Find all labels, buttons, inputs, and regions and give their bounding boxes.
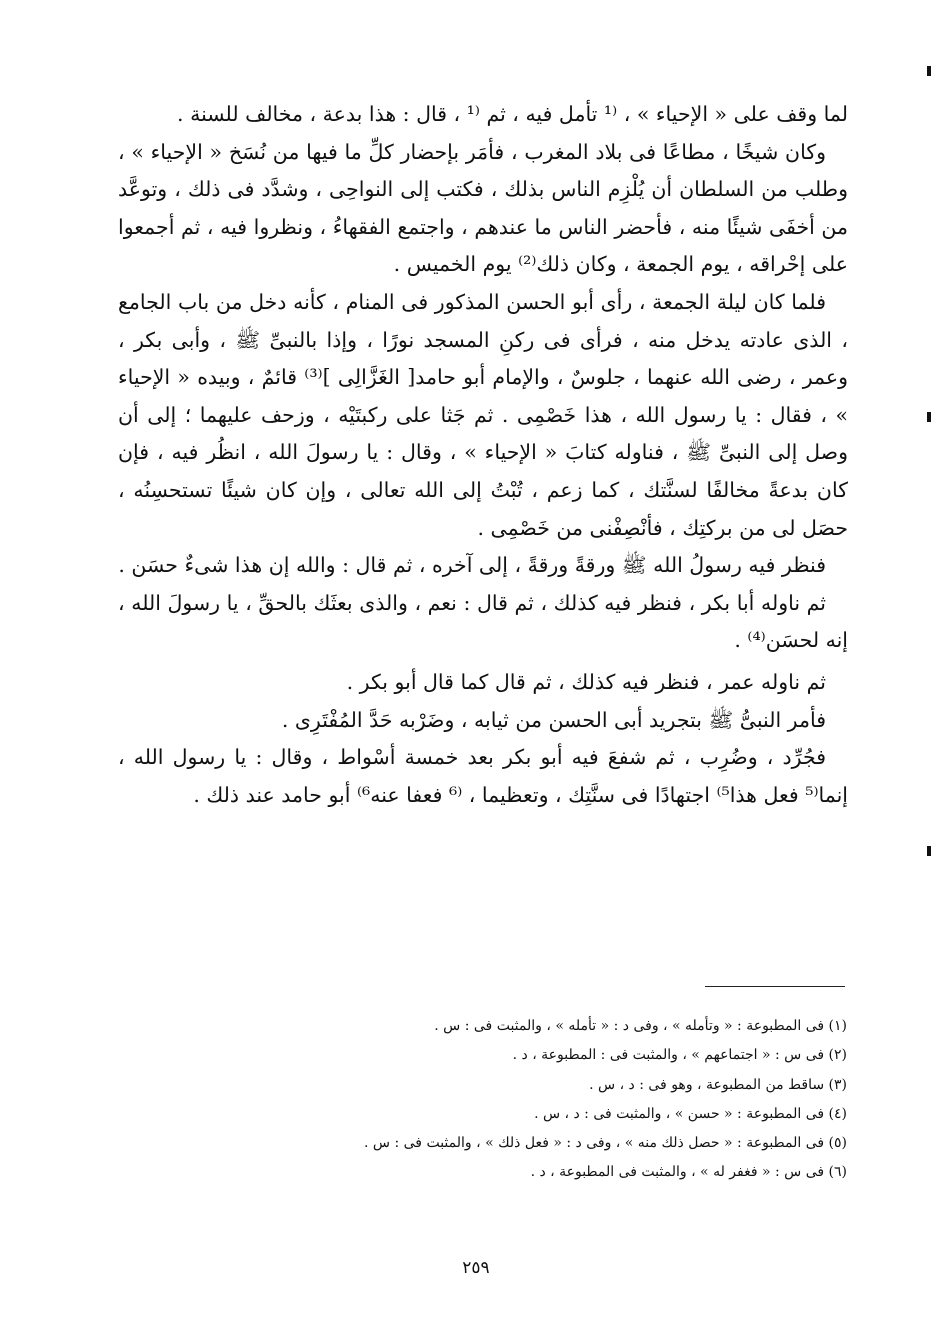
footnote-3: (٣) ساقط من المطبوعة ، وهو فى : د ، س . (589, 1076, 847, 1093)
paragraph-2: وكان شيخًا ، مطاعًا فى بلاد المغرب ، فأمَر بإحضار كلِّ ما فيها من نُسَخ « الإحياء » ، وطلب من السلطان أن يُلْزِم الناس بذلك ، فكتب إلى النواحِى ، وشدَّد فى ذلك ، وتوعَّد من أخفَى شيئًا منه ، فأحضر الناس ما عندهم ، واجتمع الفقهاءُ ، ونظروا فيه ، ثم أجمعوا على إحْراقه ، يوم الجمعة ، وكان ذلك⁽²⁾ يوم الخميس . (118, 139, 848, 277)
paragraph-6: ثم ناوله عمر ، فنظر فيه كذلك ، ثم قال كما قال أبو بكر . (346, 669, 826, 694)
footnote-6: (٦) فى س : « فغفر له » ، والمثبت فى المطبوعة ، د . (530, 1164, 847, 1181)
main-text (118, 96, 848, 814)
footnote-divider (705, 986, 845, 987)
footnote-2: (٢) فى س : « اجتماعهم » ، والمثبت فى : المطبوعة ، د . (512, 1047, 847, 1064)
paragraph-1: لما وقف على « الإحياء » ، ⁽¹ تأمل فيه ، ثم ⁽¹ ، قال : هذا بدعة ، مخالف للسنة . (177, 102, 848, 126)
footnote-4: (٤) فى المطبوعة : « حسن » ، والمثبت فى : د ، س . (534, 1105, 847, 1122)
margin-mark-middle (927, 412, 931, 422)
footnote-1: (١) فى المطبوعة : « وتأمله » ، وفى د : « تأمله » ، والمثبت فى : س . (434, 1018, 847, 1034)
paragraph-8: فجُرِّد ، وضُرِب ، ثم شفعَ فيه أبو بكر بعد خمسة أسْواط ، وقال : يا رسول الله ، إنما⁽⁵ فعل هذا⁵⁾ اجتهادًا فى سنَّتِك ، وتعظيما ، ⁽⁶ فعفا عنه⁶⁾ أبو حامد عند ذلك . (118, 745, 848, 807)
footnotes (240, 1012, 847, 1188)
footnote-5: (٥) فى المطبوعة : « حصل ذلك منه » ، وفى د : « فعل ذلك » ، والمثبت فى : س . (364, 1135, 847, 1152)
margin-mark-lower (927, 846, 931, 856)
paragraph-4: فنظر فيه رسولُ الله ﷺ ورقةً ورقةً ، إلى آخره ، ثم قال : والله إن هذا شىءٌ حسَن . (118, 553, 826, 578)
paragraph-5: ثم ناوله أبا بكر ، فنظر فيه كذلك ، ثم قال : نعم ، والذى بعثَك بالحقِّ ، يا رسولَ الله ، إنه لحسَن⁽⁴⁾ . (118, 590, 848, 653)
paragraph-3: فلما كان ليلة الجمعة ، رأى أبو الحسن المذكور فى المنام ، كأنه دخل من باب الجامع ، الذى عادته يدخل منه ، فرأى فى ركنِ المسجد نورًا ، وإذا بالنبىِّ ﷺ ، وأبى بكر ، وعمر ، رضى الله عنهما ، جلوسٌ ، والإمام أبو حامد[ الغَزَّالِى ]⁽³⁾ قائمٌ ، وبيده « الإحياء » ، فقال : يا رسول الله ، هذا خَصْمِى . ثم جَثا على ركبتَيْه ، وزحف عليهما ؛ إلى أن وصل إلى النبىِّ ﷺ ، فناوله كتابَ « الإحياء » ، وقال : يا رسولَ الله ، انظُر فيه ، فإن كان بدعةً مخالفًا لسنَّتك ، كما زعم ، تُبْتُ إلى الله تعالى ، وإن كان شيئًا تستحسِنُه ، حصَل لى من بركتِك ، فأنْصِفْنى من خَصْمِى . (118, 289, 848, 540)
margin-mark-top (927, 66, 931, 76)
page-number: ٢٥٩ (462, 1258, 490, 1278)
paragraph-7: فأمر النبىُّ ﷺ بتجريد أبى الحسن من ثيابه ، وضَرْبه حَدَّ المُفْتَرِى . (281, 707, 826, 732)
